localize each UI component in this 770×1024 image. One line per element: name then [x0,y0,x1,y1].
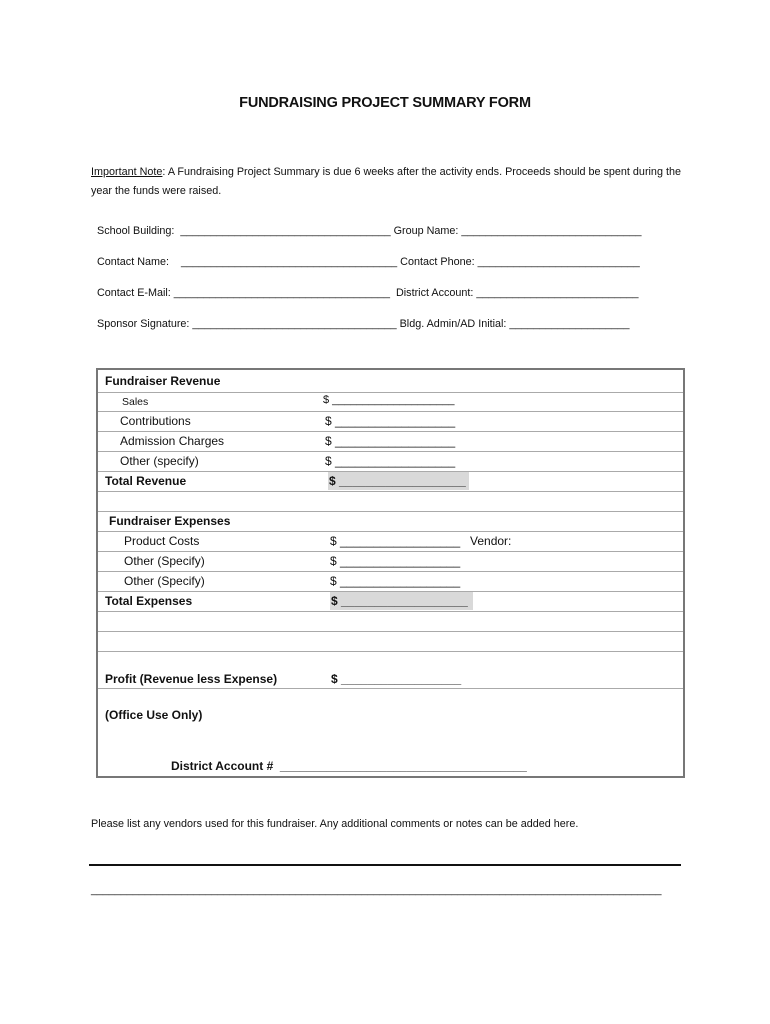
total-expenses-amount[interactable]: $ ___________________ [331,594,468,608]
contributions-label: Contributions [120,414,191,428]
product-costs-amount[interactable]: $ __________________ [330,534,461,548]
row-divider [98,611,683,612]
row-divider [98,688,683,689]
contributions-amount[interactable]: $ __________________ [325,414,456,428]
profit-amount[interactable]: $ __________________ [331,672,462,686]
contact-name-field[interactable]: Contact Name: ____________________________________ [97,256,398,268]
important-note-text: : A Fundraising Project Summary is due 6 weeks after the activity ends. Proceeds should be spent during the year the funds were raised. [91,166,681,197]
district-account-number[interactable]: District Account # _____________________________________ [171,759,527,773]
contact-email-field[interactable]: Contact E-Mail: ____________________________________ [97,287,390,299]
form-title: FUNDRAISING PROJECT SUMMARY FORM [239,95,531,111]
contact-phone-field[interactable]: Contact Phone: ___________________________ [397,256,640,268]
vendors-instructions: Please list any vendors used for this fundraiser. Any additional comments or notes can be added here. [91,818,579,830]
row-divider [98,571,683,572]
product-costs-label: Product Costs [124,534,200,548]
sales-amount[interactable]: $ ____________________ [323,394,455,406]
admission-charges-amount[interactable]: $ __________________ [325,434,456,448]
row-divider [98,511,683,512]
row-divider [98,431,683,432]
row-divider [98,651,683,652]
row-divider [98,411,683,412]
other-expense-2-label: Other (Specify) [124,574,205,588]
district-account-field[interactable]: District Account: ___________________________ [389,287,639,299]
expenses-header: Fundraiser Expenses [109,514,231,528]
comment-line-solid [89,864,681,866]
field-row-school [91,213,642,237]
profit-label: Profit (Revenue less Expense) [105,672,278,686]
field-row-contact-name [91,244,640,268]
vendor-label: Vendor: [470,534,512,548]
field-row-email [91,275,639,299]
row-divider [98,631,683,632]
revenue-header: Fundraiser Revenue [105,374,221,388]
school-building-field[interactable]: School Building: ___________________________________ [97,225,391,237]
summary-table [96,368,685,778]
other-revenue-label: Other (specify) [120,454,199,468]
other-expense-2-amount[interactable]: $ __________________ [330,574,461,588]
comment-line[interactable]: _______________________________________________________________________________________________ [91,884,662,896]
row-divider [98,491,683,492]
other-expense-1-label: Other (Specify) [124,554,205,568]
group-name-field[interactable]: Group Name: ______________________________ [390,225,642,237]
total-revenue-amount[interactable]: $ ___________________ [329,474,466,488]
important-note-label: Important Note [91,166,163,178]
total-expenses-label: Total Expenses [105,594,193,608]
sponsor-signature-field[interactable]: Sponsor Signature: __________________________________ [97,318,397,330]
other-revenue-amount[interactable]: $ __________________ [325,454,456,468]
row-divider [98,451,683,452]
row-divider [98,531,683,532]
other-expense-1-amount[interactable]: $ __________________ [330,554,461,568]
total-revenue-label: Total Revenue [105,474,187,488]
admin-initial-field[interactable]: Bldg. Admin/AD Initial: ____________________ [396,318,630,330]
row-divider [98,551,683,552]
row-divider [98,392,683,393]
office-use-label: (Office Use Only) [105,708,203,722]
sales-label: Sales [122,396,149,408]
admission-charges-label: Admission Charges [120,434,225,448]
field-row-signature [91,306,630,330]
important-note [91,163,691,201]
